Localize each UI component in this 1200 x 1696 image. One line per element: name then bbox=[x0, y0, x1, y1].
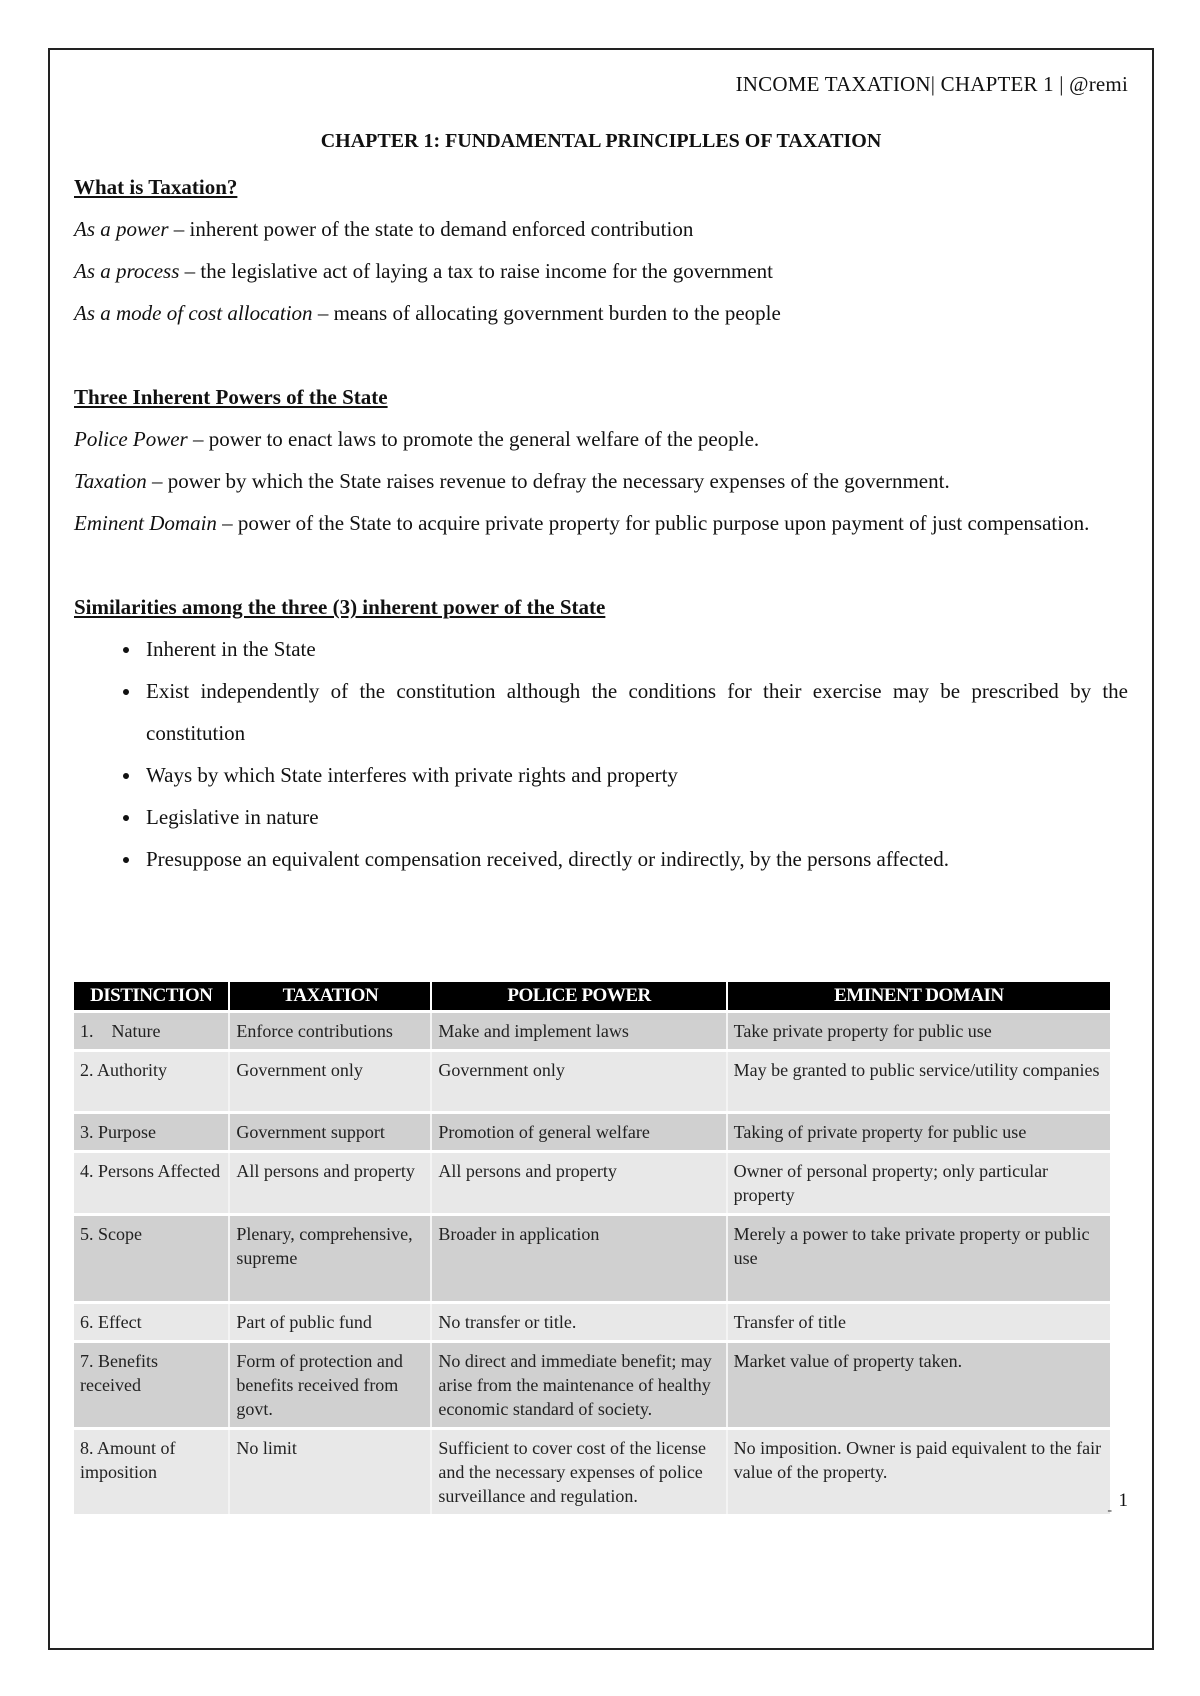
table-cell: 7. Benefits received bbox=[74, 1342, 229, 1429]
table-cell: Merely a power to take private property or public use bbox=[727, 1215, 1110, 1303]
power-text: power of the State to acquire private property for public purpose upon payment of just compensation. bbox=[237, 511, 1090, 535]
table-cell: No imposition. Owner is paid equivalent to the fair value of the property. bbox=[727, 1429, 1110, 1515]
table-cell: Promotion of general welfare bbox=[431, 1113, 726, 1152]
definition-text: inherent power of the state to demand enforced contribution bbox=[189, 217, 694, 241]
table-cell: Broader in application bbox=[431, 1215, 726, 1303]
similarity-item: • Legislative in nature bbox=[142, 796, 1128, 838]
table-cell: Make and implement laws bbox=[431, 1012, 726, 1051]
column-header-eminent-domain: EMINENT DOMAIN bbox=[727, 982, 1110, 1012]
stray-mark: - bbox=[1107, 1503, 1112, 1518]
table-cell: Sufficient to cover cost of the license and the necessary expenses of police surveillance and regulation. bbox=[431, 1429, 726, 1515]
table-row bbox=[74, 1113, 1110, 1152]
column-header-police-power: POLICE POWER bbox=[431, 982, 726, 1012]
definition-line bbox=[74, 208, 1128, 250]
similarity-item: • Exist independently of the constitution although the conditions for their exercise may be prescribed by the constitution bbox=[142, 670, 1128, 754]
column-header-taxation: TAXATION bbox=[229, 982, 431, 1012]
table-cell: No transfer or title. bbox=[431, 1303, 726, 1342]
definition-line bbox=[74, 250, 1128, 292]
table-cell: No limit bbox=[229, 1429, 431, 1515]
power-line bbox=[74, 460, 1128, 502]
table-cell: Plenary, comprehensive, supreme bbox=[229, 1215, 431, 1303]
definition-separator: – bbox=[168, 217, 190, 241]
section-heading-similarities: Similarities among the three (3) inherent power of the State bbox=[74, 595, 606, 619]
definition-term: As a mode of cost allocation bbox=[74, 301, 313, 325]
running-header: INCOME TAXATION| CHAPTER 1 | @remi bbox=[735, 72, 1128, 96]
spacer bbox=[74, 334, 1128, 376]
table-cell: 4. Persons Affected bbox=[74, 1152, 229, 1215]
table-cell: 6. Effect bbox=[74, 1303, 229, 1342]
power-text: power to enact laws to promote the general welfare of the people. bbox=[208, 427, 760, 451]
definition-text: means of allocating government burden to the people bbox=[333, 301, 781, 325]
similarity-item: • Inherent in the State bbox=[142, 628, 1128, 670]
table-row bbox=[74, 1342, 1110, 1429]
table-cell: Government only bbox=[431, 1051, 726, 1113]
table-header-row bbox=[74, 982, 1110, 1012]
table-cell: Take private property for public use bbox=[727, 1012, 1110, 1051]
power-separator: – bbox=[146, 469, 168, 493]
table-cell: Form of protection and benefits received from govt. bbox=[229, 1342, 431, 1429]
definition-line bbox=[74, 292, 1128, 334]
section-heading-what-is-taxation: What is Taxation? bbox=[74, 175, 238, 199]
table-cell: All persons and property bbox=[431, 1152, 726, 1215]
power-line bbox=[74, 418, 1128, 460]
table-cell: 1. Nature bbox=[74, 1012, 229, 1051]
table-row bbox=[74, 1429, 1110, 1515]
power-term: Eminent Domain bbox=[74, 511, 217, 535]
definition-separator: – bbox=[179, 259, 201, 283]
column-header-distinction: DISTINCTION bbox=[74, 982, 229, 1012]
section-heading-inherent-powers: Three Inherent Powers of the State bbox=[74, 385, 388, 409]
table-cell: No direct and immediate benefit; may arise from the maintenance of healthy economic standard of society. bbox=[431, 1342, 726, 1429]
table-cell: Government only bbox=[229, 1051, 431, 1113]
table-row bbox=[74, 1012, 1110, 1051]
definition-term: As a power bbox=[74, 217, 169, 241]
table-cell: Market value of property taken. bbox=[727, 1342, 1110, 1429]
table-cell: Government support bbox=[229, 1113, 431, 1152]
definition-separator: – bbox=[312, 301, 334, 325]
table-cell: Owner of personal property; only particular property bbox=[727, 1152, 1110, 1215]
table-row bbox=[74, 1303, 1110, 1342]
power-separator: – bbox=[216, 511, 238, 535]
spacer bbox=[74, 544, 1128, 586]
body-content bbox=[74, 166, 1128, 880]
table-cell: Part of public fund bbox=[229, 1303, 431, 1342]
similarity-item: • Presuppose an equivalent compensation received, directly or indirectly, by the persons affected. bbox=[142, 838, 1128, 880]
chapter-title: CHAPTER 1: FUNDAMENTAL PRINCIPLLES OF TAXATION bbox=[320, 130, 882, 152]
table-row bbox=[74, 1051, 1110, 1113]
definition-term: As a process bbox=[74, 259, 180, 283]
page-number: 1 bbox=[1118, 1490, 1128, 1511]
power-line bbox=[74, 502, 1128, 544]
table-cell: Taking of private property for public use bbox=[727, 1113, 1110, 1152]
definition-text: the legislative act of laying a tax to raise income for the government bbox=[200, 259, 774, 283]
table-cell: 5. Scope bbox=[74, 1215, 229, 1303]
power-separator: – bbox=[187, 427, 209, 451]
power-term: Police Power bbox=[74, 427, 188, 451]
table-cell: 2. Authority bbox=[74, 1051, 229, 1113]
table-cell: Enforce contributions bbox=[229, 1012, 431, 1051]
table-row bbox=[74, 1215, 1110, 1303]
power-term: Taxation bbox=[74, 469, 147, 493]
similarity-item: • Ways by which State interferes with private rights and property bbox=[142, 754, 1128, 796]
table-cell: 3. Purpose bbox=[74, 1113, 229, 1152]
table-cell: May be granted to public service/utility companies bbox=[727, 1051, 1110, 1113]
similarities-list bbox=[74, 628, 1128, 880]
table-cell: All persons and property bbox=[229, 1152, 431, 1215]
power-text: power by which the State raises revenue to defray the necessary expenses of the government. bbox=[167, 469, 950, 493]
table-row bbox=[74, 1152, 1110, 1215]
document-page bbox=[48, 48, 1154, 1650]
table-cell: 8. Amount of imposition bbox=[74, 1429, 229, 1515]
distinction-table bbox=[74, 982, 1110, 1514]
distinction-table-container bbox=[74, 982, 1110, 1514]
table-cell: Transfer of title bbox=[727, 1303, 1110, 1342]
